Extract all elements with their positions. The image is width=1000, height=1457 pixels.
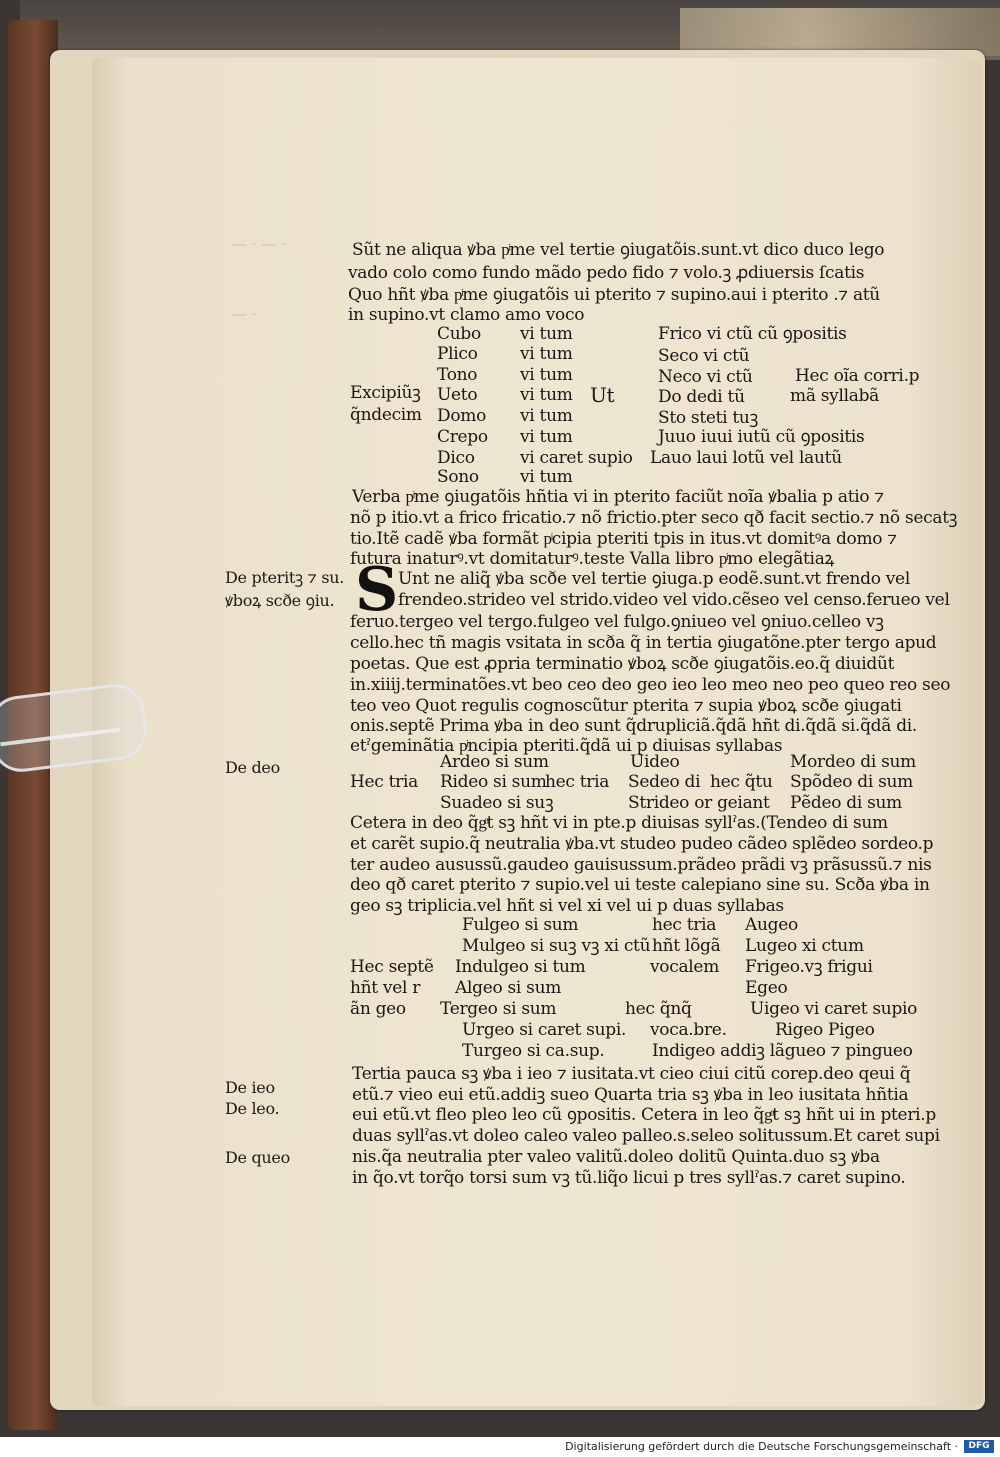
margin-note: De ieo <box>225 1078 275 1097</box>
text-line: Sũt ne aliqua ꝟba pͥme vel tertie ꝯiugatõis.sunt.vt dico duco lego <box>352 240 885 260</box>
verb-cell: Fulgeo si sum <box>462 915 579 935</box>
margin-note: De pteritꝫ ⁊ su. <box>225 568 345 587</box>
table-label: Indigeo addiꝫ lãgueo ⁊ pingueo <box>652 1041 913 1061</box>
table-label: hñt lõgã <box>652 936 721 956</box>
text-line: frendeo.strideo vel strido.video vel vido.cẽseo vel censo.ferueo vel <box>398 590 950 610</box>
table-label: ãn geo <box>350 999 406 1019</box>
text-line: geo sꝫ triplicia.vel hñt si vel xi vel ui p duas syllabas <box>350 896 784 916</box>
table-label: hñt vel r <box>350 978 421 998</box>
book-spine-strip <box>680 8 1000 56</box>
verb-cell: Juuo iuui iutũ cũ ꝯpositis <box>658 427 865 447</box>
table-label: hec q̃tu <box>710 772 773 792</box>
table-label: hec q̃nq̃ <box>625 999 692 1019</box>
verb-cell: Mulgeo si suꝫ vꝫ xi ctũ <box>462 936 651 956</box>
margin-note: De leo. <box>225 1099 280 1118</box>
verb-cell: Domo <box>437 406 487 426</box>
text-line: Tertia pauca sꝫ ꝟba i ieo ⁊ iusitata.vt cieo ciui citũ corep.deo qeui q̃ <box>352 1064 911 1084</box>
verb-cell: Cubo <box>437 324 481 344</box>
text-line: ter audeo ausussũ.gaudeo gauisussum.prãdeo prãdi vꝫ prãsussũ.⁊ nis <box>350 855 932 875</box>
text-line: deo qð caret pterito ⁊ supio.vel ui teste calepiano sine su. Scða ꝟba in <box>350 875 930 895</box>
dfg-logo-icon: DFG <box>964 1440 994 1453</box>
margin-note: De queo <box>225 1148 290 1167</box>
verb-cell: Sono <box>437 467 479 487</box>
text-line: nis.q̃a neutralia pter valeo valitũ.doleo dolitũ Quinta.duo sꝫ ꝟba <box>352 1147 880 1167</box>
text-line: et carẽt supio.q̃ neutralia ꝟba.vt studeo pudeo cãdeo splẽdeo sordeo.p <box>350 834 934 854</box>
table-label: hec tria <box>652 915 717 935</box>
verb-cell: Turgeo si ca.sup. <box>462 1041 605 1061</box>
funding-credit: Digitalisierung gefördert durch die Deutsche Forschungsgemeinschaft · <box>565 1440 958 1453</box>
initial-letter: S <box>355 555 399 625</box>
table-note: mã syllabã <box>790 386 880 406</box>
verb-cell: Sedeo di <box>628 772 701 792</box>
verb-cell: Rigeo Pigeo <box>775 1020 875 1040</box>
table-label: voca.bre. <box>650 1020 727 1040</box>
text-line: eui etũ.vt fleo pleo leo cũ ꝯpositis. Cetera in leo q̃gͣt sꝫ hñt ui in pteri.p <box>352 1105 936 1125</box>
verb-cell: Sto steti tuꝫ <box>658 408 758 428</box>
table-label: Excipiũꝫ <box>350 383 421 403</box>
verb-cell: Uigeo vi caret supio <box>750 999 918 1019</box>
verb-cell: Strideo or geiant <box>628 793 770 813</box>
text-line: Verba pͥme ꝯiugatõis hñtia vi in pterito faciũt noĩa ꝟbalia p atio ⁊ <box>352 487 884 507</box>
ending-cell: vi tum <box>520 427 573 447</box>
text-line: duas syllˀas.vt doleo caleo valeo palleo.s.seleo solitussum.Et caret supi <box>352 1126 940 1146</box>
ending-cell: vi tum <box>520 467 573 487</box>
table-mark: Ut <box>590 383 615 407</box>
verb-cell: Tono <box>437 365 478 385</box>
text-line: tio.Itẽ cadẽ ꝟba formãt pͥcipia pteriti tpis in itus.vt domitꝰa domo ⁊ <box>350 529 897 549</box>
verb-cell: Augeo <box>745 915 798 935</box>
text-line: in.xiiij.terminatões.vt beo ceo deo geo ieo leo meo neo peo queo reo seo <box>350 675 951 695</box>
verb-cell: Lauo laui lotũ vel lautũ <box>650 448 842 468</box>
verb-cell: Mordeo di sum <box>790 752 916 772</box>
verb-cell: Dico <box>437 448 475 468</box>
table-label: vocalem <box>650 957 720 977</box>
text-line: nõ p itio.vt a frico fricatio.⁊ nõ frictio.pter seco qð facit sectio.⁊ nõ secatꝫ <box>350 508 958 528</box>
text-line: in supino.vt clamo amo voco <box>348 305 585 325</box>
verb-cell: Lugeo xi ctum <box>745 936 864 956</box>
verb-cell: Pẽdeo di sum <box>790 793 902 813</box>
text-line: cello.hec tñ magis vsitata in scða q̃ in tertia ꝯiugatõne.pter tergo apud <box>350 633 937 653</box>
ending-cell: vi tum <box>520 344 573 364</box>
verb-cell: Indulgeo si tum <box>455 957 586 977</box>
ending-cell: vi tum <box>520 406 573 426</box>
text-line: teo veo Quot regulis cognoscũtur pterita ⁊ supia ꝟboꝝ scðe ꝯiugati <box>350 696 902 716</box>
ending-cell: vi tum <box>520 324 573 344</box>
verb-cell: Egeo <box>745 978 788 998</box>
margin-note: De deo <box>225 758 280 777</box>
text-line: vado colo como fundo mãdo pedo fido ⁊ volo.ꝫ ꝓdiuersis ſcatis <box>348 263 865 283</box>
verb-cell: Spõdeo di sum <box>790 772 913 792</box>
text-line: etũ.⁊ vieo eui etũ.addiꝫ sueo Quarta tria sꝫ ꝟba in leo iusitata hñtia <box>352 1085 909 1105</box>
verb-cell: Uideo <box>630 752 680 772</box>
table-label: q̃ndecim <box>350 405 422 425</box>
verb-cell: Algeo si sum <box>455 978 562 998</box>
ending-cell: vi tum <box>520 385 573 405</box>
text-line: onis.septẽ Prima ꝟba in deo sunt q̃drupliciã.q̃dã hñt di.q̃dã si.q̃dã di. <box>350 716 918 736</box>
table-label: Hec septẽ <box>350 957 434 977</box>
verb-cell: Plico <box>437 344 478 364</box>
bleed-through: — · <box>232 305 257 323</box>
ending-cell: vi caret supio <box>520 448 633 468</box>
table-note: Hec oĩa corri.p <box>795 366 920 386</box>
text-line: poetas. Que est ꝓpria terminatio ꝟboꝝ scðe ꝯiugatõis.eo.q̃ diuidũt <box>350 654 895 674</box>
verb-cell: Rideo si sum <box>440 772 547 792</box>
verb-cell: Tergeo si sum <box>440 999 557 1019</box>
verb-cell: Ardeo si sum <box>440 752 549 772</box>
margin-note: ꝟboꝝ scðe ꝯiu. <box>225 591 335 610</box>
text-line: futura inaturꝰ.vt domitaturꝰ.teste Valla libro pͥmo elegãtiaꝝ <box>350 549 835 569</box>
verb-cell: Crepo <box>437 427 488 447</box>
verb-cell: Suadeo si suꝫ <box>440 793 554 813</box>
verb-cell: Ueto <box>437 385 478 405</box>
verb-cell: Frico vi ctũ cũ ꝯpositis <box>658 324 847 344</box>
verb-cell: Neco vi ctũ <box>658 367 753 387</box>
verb-cell: Frigeo.vꝫ frigui <box>745 957 873 977</box>
footer-bar <box>0 1437 1000 1457</box>
verb-cell: Do dedi tũ <box>658 387 745 407</box>
bleed-through: — · — · <box>232 235 286 253</box>
text-line: in q̃o.vt torq̃o torsi sum vꝫ tũ.liq̃o licui p tres syllˀas.⁊ caret supino. <box>352 1168 906 1188</box>
text-line: feruo.tergeo vel tergo.fulgeo vel fulgo.ꝯniueo vel ꝯniuo.celleo vꝫ <box>350 612 884 632</box>
ending-cell: vi tum <box>520 365 573 385</box>
text-line: Cetera in deo q̃gͣt sꝫ hñt vi in pte.p diuisas syllˀas.(Tendeo di sum <box>350 813 888 833</box>
table-label: hec tria <box>545 772 610 792</box>
text-line: Unt ne aliq̃ ꝟba scðe vel tertie ꝯiuga.p eodẽ.sunt.vt frendo vel <box>398 569 910 589</box>
table-label: Hec tria <box>350 772 418 792</box>
verb-cell: Urgeo si caret supi. <box>462 1020 627 1040</box>
verb-cell: Seco vi ctũ <box>658 346 750 366</box>
text-line: etˀgeminãtia pͥncipia pteriti.q̃dã ui p diuisas syllabas <box>350 736 783 756</box>
text-line: Quo hñt ꝟba pͥme ꝯiugatõis ui pterito ⁊ supino.aui i pterito .⁊ atũ <box>348 285 880 305</box>
